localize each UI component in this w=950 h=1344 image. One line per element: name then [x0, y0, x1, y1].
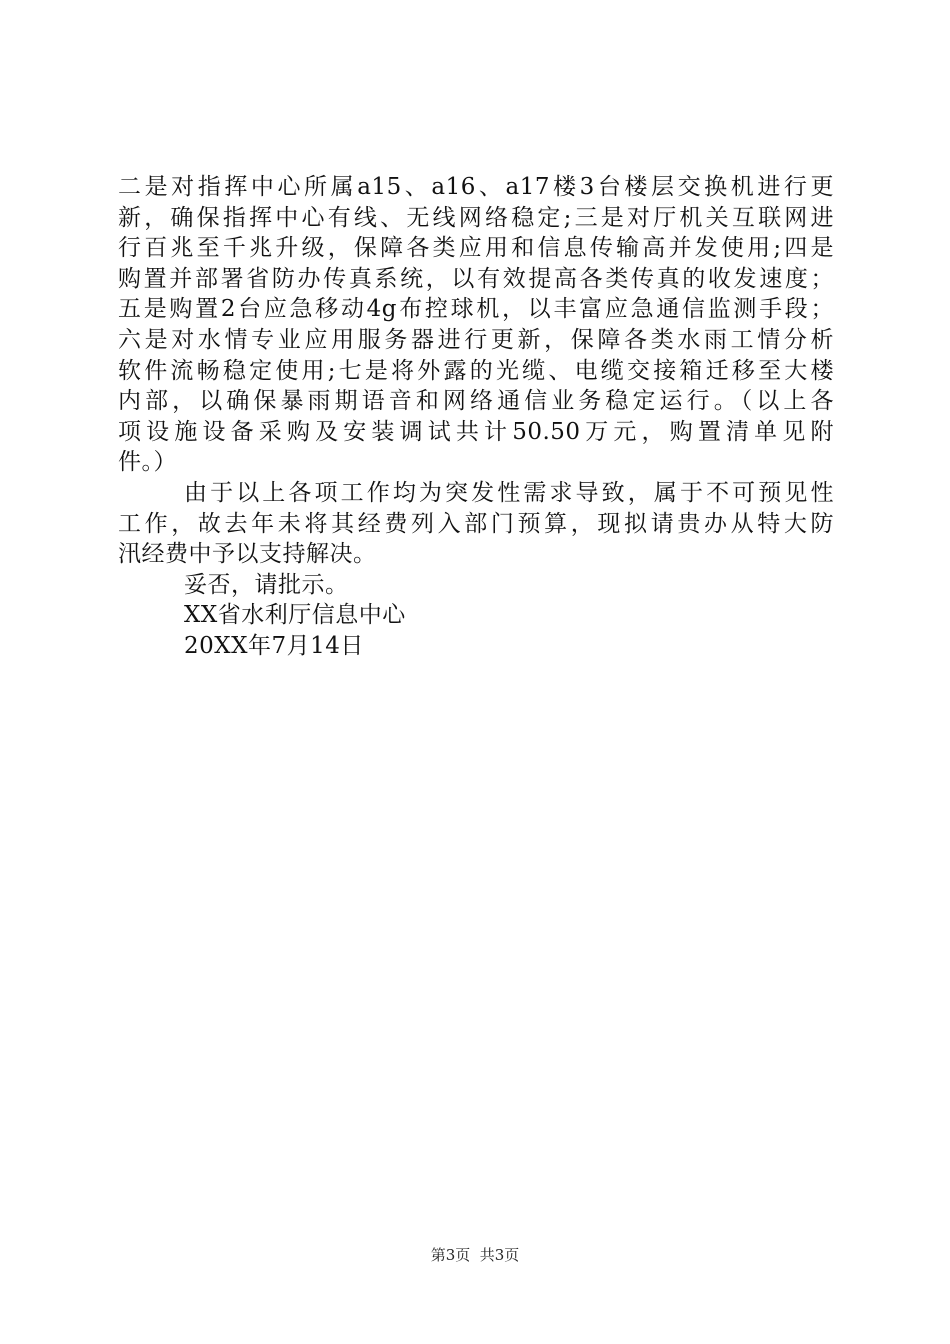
- page-number-footer: 第3页 共3页: [430, 1246, 520, 1264]
- paragraph-1-line-8: 内部，以确保暴雨期语音和网络通信业务稳定运行。（以上各: [118, 388, 834, 415]
- paragraph-1-line-1: 二是对指挥中心所属a15、a16、a17楼3台楼层交换机进行更: [118, 174, 834, 200]
- paragraph-2-line-3: 汛经费中予以支持解决。: [118, 541, 377, 568]
- signature-date: 20XX年7月14日: [184, 632, 364, 659]
- signature-organization: XX省水利厅信息中心: [184, 602, 406, 629]
- paragraph-1-line-4: 购置并部署省防办传真系统，以有效提高各类传真的收发速度；: [118, 265, 834, 292]
- paragraph-2-line-2: 工作，故去年未将其经费列入部门预算，现拟请贵办从特大防: [118, 510, 834, 537]
- document-body: [118, 172, 834, 662]
- closing-request: 妥否，请批示。: [184, 571, 349, 598]
- paragraph-2-line-1: 由于以上各项工作均为突发性需求导致，属于不可预见性: [184, 479, 834, 506]
- paragraph-1-line-5: 五是购置2台应急移动4g布控球机，以丰富应急通信监测手段；: [118, 296, 834, 323]
- paragraph-1-line-9: 项设施设备采购及安装调试共计50.50万元，购置清单见附: [118, 418, 834, 445]
- paragraph-1-line-3: 行百兆至千兆升级，保障各类应用和信息传输高并发使用;四是: [118, 235, 834, 262]
- paragraph-1-line-10: 件。）: [118, 449, 177, 476]
- paragraph-1-line-6: 六是对水情专业应用服务器进行更新，保障各类水雨工情分析: [118, 326, 834, 353]
- paragraph-1-line-7: 软件流畅稳定使用;七是将外露的光缆、电缆交接箱迁移至大楼: [118, 357, 834, 384]
- paragraph-1-line-2: 新，确保指挥中心有线、无线网络稳定;三是对厅机关互联网进: [118, 204, 834, 231]
